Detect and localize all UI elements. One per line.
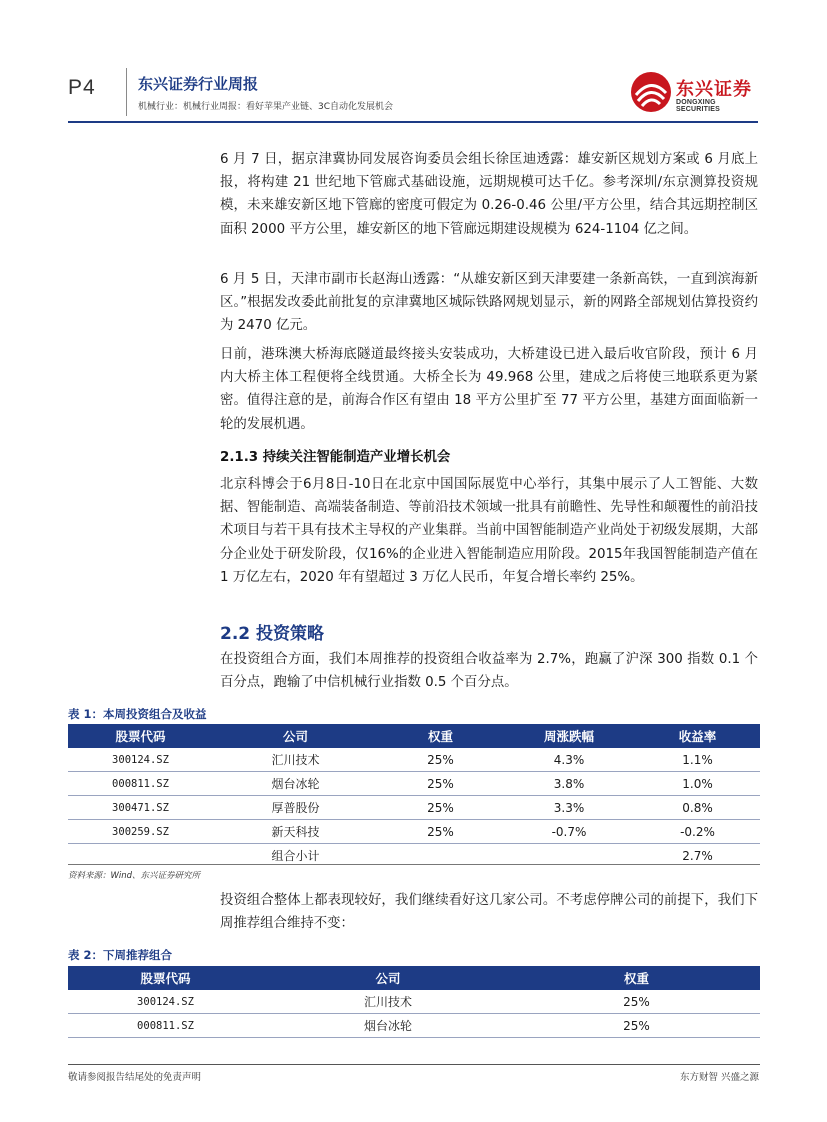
portfolio-table (68, 724, 760, 867)
paragraph-expo: 北京科博会于6月8日-10日在北京中国国际展览中心举行，其集中展示了人工智能、大数据、智能制造、高端装备制造、等前沿技术领域一批具有前瞻性、先导性和颠覆性的前沿技术项目与若干具有技术主导权的产业集群。当前中国智能制造产业尚处于初级发展期，大部分企业处于研发阶段，仅16%的企业进入智能制造应用阶段。2015年我国智能制造产值在 1 万亿左右，2020 年有望超过 3 万亿人民币，年复合增长率约 25%。 (220, 477, 758, 585)
cell-code: 300124.SZ (68, 748, 213, 772)
table-header-row (68, 966, 760, 990)
paragraph-xiongan-pipe: 6 月 7 日，据京津冀协同发展咨询委员会组长徐匡迪透露：雄安新区规划方案或 6 月底上报，将构建 21 世纪地下管廊式基础设施，远期规模可达千亿。参考深圳/东京测算投资规模，未来雄安新区地下管廊的密度可假定为 0.26-0.46 公里/平方公里，结合其远期控制区面积 2000 平方公里，雄安新区的地下管廊远期建设规模为 624-1104 亿之间。 (220, 152, 758, 237)
cell-code: 000811.SZ (68, 1014, 263, 1038)
cell-weight: 25% (378, 820, 503, 844)
cell-company: 厚普股份 (213, 796, 378, 820)
table-row (68, 820, 760, 844)
cell-weight: 25% (513, 990, 760, 1014)
table1-caption: 表 1：本周投资组合及收益 (68, 707, 207, 721)
table-row (68, 796, 760, 820)
cell-company: 汇川技术 (213, 748, 378, 772)
logo-text-en: DONGXING SECURITIES (676, 99, 721, 113)
header-rule (68, 121, 758, 123)
col-header-weight: 权重 (513, 966, 760, 990)
cell-company: 烟台冰轮 (213, 772, 378, 796)
cell-change: 3.8% (503, 772, 635, 796)
cell-weight: 25% (378, 796, 503, 820)
section-heading-2-1-3: 2.1.3 持续关注智能制造产业增长机会 (220, 450, 451, 465)
footer-disclaimer: 敬请参阅报告结尾处的免责声明 (68, 1072, 202, 1083)
cell-weight: 25% (378, 748, 503, 772)
cell-change: 3.3% (503, 796, 635, 820)
header-divider (126, 68, 127, 116)
cell-code: 300259.SZ (68, 820, 213, 844)
col-header-company: 公司 (213, 724, 378, 748)
report-subtitle: 机械行业：机械行业周报：看好苹果产业链、3C自动化发展机会 (138, 102, 394, 112)
cell-change: -0.7% (503, 820, 635, 844)
table-header-row (68, 724, 760, 748)
table2-caption: 表 2：下周推荐组合 (68, 948, 173, 962)
logo-mark-icon (630, 71, 672, 113)
table-row (68, 748, 760, 772)
cell-return: 1.1% (635, 748, 760, 772)
col-header-change: 周涨跌幅 (503, 724, 635, 748)
cell-company: 烟台冰轮 (263, 1014, 513, 1038)
cell-return: 0.8% (635, 796, 760, 820)
section-heading-2-2: 2.2 投资策略 (220, 624, 325, 644)
report-title: 东兴证券行业周报 (138, 75, 259, 93)
col-header-company: 公司 (263, 966, 513, 990)
footer-slogan: 东方财智 兴盛之源 (679, 1072, 759, 1083)
cell-weight: 25% (378, 772, 503, 796)
col-header-weight: 权重 (378, 724, 503, 748)
next-week-table (68, 966, 760, 1038)
table-row (68, 1014, 760, 1038)
paragraph-tianjin-rail: 6 月 5 日，天津市副市长赵海山透露：“从雄安新区到天津要建一条新高铁，一直到滨海新区。”根据发改委此前批复的京津冀地区城际铁路网规划显示，新的网路全部规划估算投资约为 2470 亿元。 (220, 272, 758, 334)
table-row (68, 990, 760, 1014)
page-number: P4 (68, 76, 96, 99)
cell-change: 4.3% (503, 748, 635, 772)
cell-code: 300471.SZ (68, 796, 213, 820)
paragraph-portfolio: 在投资组合方面，我们本周推荐的投资组合收益率为 2.7%，跑赢了沪深 300 指数 0.1 个百分点，跑输了中信机械行业指数 0.5 个百分点。 (220, 652, 758, 691)
source-divider (68, 864, 760, 865)
cell-return: -0.2% (635, 820, 760, 844)
logo-text-cn: 东兴证券 (676, 79, 752, 100)
company-logo (630, 71, 760, 115)
table-row (68, 772, 760, 796)
subtotal-value: 2.7% (682, 848, 713, 863)
cell-company: 新天科技 (213, 820, 378, 844)
footer-rule (68, 1064, 760, 1065)
paragraph-recommendation: 投资组合整体上都表现较好，我们继续看好这几家公司。不考虑停牌公司的前提下，我们下周推荐组合维持不变： (220, 893, 758, 932)
cell-code: 000811.SZ (68, 772, 213, 796)
cell-weight: 25% (513, 1014, 760, 1038)
table1-source: 资料来源：Wind、东兴证券研究所 (68, 871, 201, 881)
col-header-code: 股票代码 (68, 724, 213, 748)
paragraph-hzm-bridge: 日前，港珠澳大桥海底隧道最终接头安装成功，大桥建设已进入最后收官阶段，预计 6 月内大桥主体工程便将全线贯通。大桥全长为 49.968 公里，建成之后将使三地联系更为紧密。值得注意的是，前海合作区有望由 18 平方公里扩至 77 平方公里，基建方面面临新一轮的发展机遇。 (220, 347, 758, 432)
col-header-code: 股票代码 (68, 966, 263, 990)
cell-company: 汇川技术 (263, 990, 513, 1014)
cell-code: 300124.SZ (68, 990, 263, 1014)
col-header-return: 收益率 (635, 724, 760, 748)
subtotal-label: 组合小计 (271, 849, 320, 863)
cell-return: 1.0% (635, 772, 760, 796)
